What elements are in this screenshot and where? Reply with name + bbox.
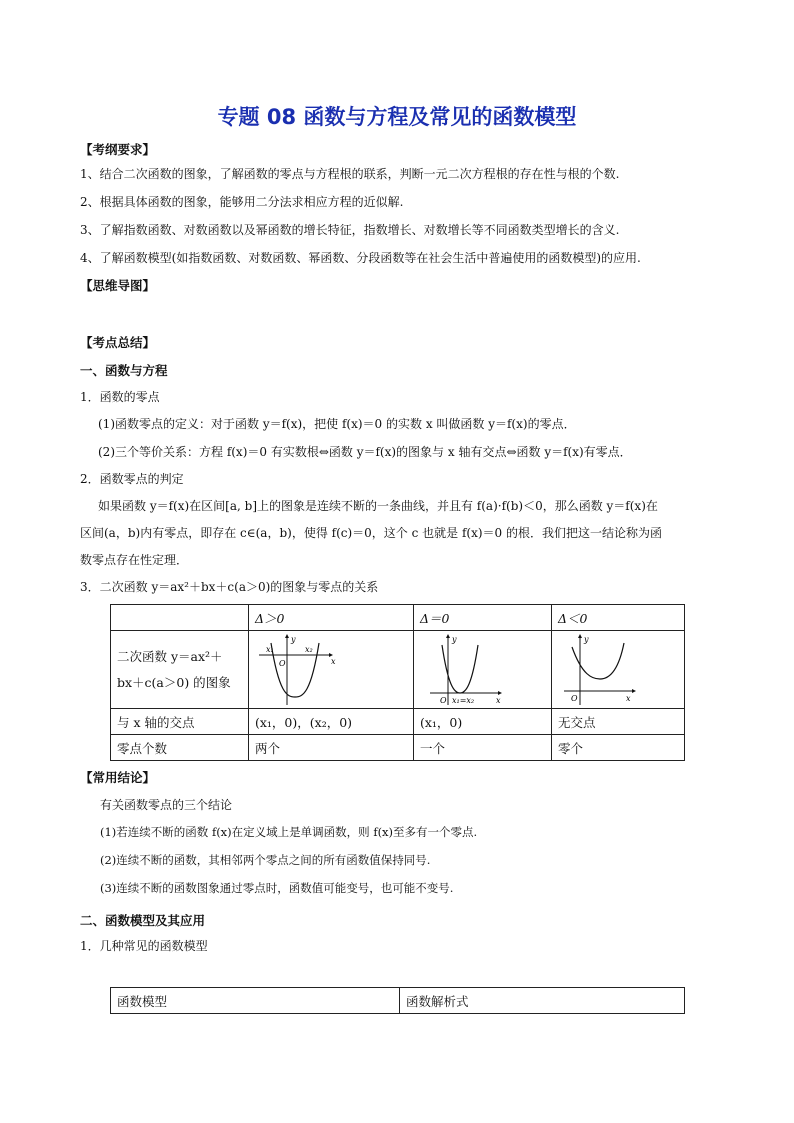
table-row-label: 与 x 轴的交点	[111, 709, 249, 735]
table-cell: (x₁，0)，(x₂，0)	[249, 709, 414, 735]
root-label-x1: x₁	[266, 644, 274, 654]
table-header: Δ＞0	[249, 605, 414, 631]
axis-label-x: x	[496, 695, 501, 705]
section-kaodian: 【考点总结】	[80, 335, 156, 350]
graph-delta-positive	[249, 631, 414, 709]
root-label-x1eqx2: x₁=x₂	[452, 695, 475, 705]
axis-label-x: x	[626, 693, 631, 703]
table-cell: 一个	[414, 735, 552, 761]
quadratic-zero-table	[110, 604, 685, 761]
section-changyong: 【常用结论】	[80, 770, 156, 785]
table-header: Δ＜0	[552, 605, 685, 631]
function-model-table	[110, 987, 685, 1014]
origin-label: O	[440, 695, 447, 705]
table-cell: 零个	[552, 735, 685, 761]
part2-sub: 1．几种常见的函数模型	[80, 939, 208, 953]
axis-label-y: y	[452, 634, 457, 644]
p3-heading: 3．二次函数 y＝ax²＋bx＋c(a＞0)的图象与零点的关系	[80, 580, 379, 594]
kaogang-item: 2、根据具体函数的图象，能够用二分法求相应方程的近似解.	[80, 195, 404, 209]
table-cell: 无交点	[552, 709, 685, 735]
p2-text: 如果函数 y＝f(x)在区间[a, b]上的图象是连续不断的一条曲线，并且有 f(a)·f(b)＜0，那么函数 y＝f(x)在	[98, 499, 658, 513]
axis-label-x: x	[331, 656, 336, 666]
kaogang-item: 1、结合二次函数的图象，了解函数的零点与方程根的联系，判断一元二次方程根的存在性与根的个数.	[80, 167, 620, 181]
p1-item: (2)三个等价关系：方程 f(x)＝0 有实数根⇔函数 y＝f(x)的图象与 x 轴有交点⇔函数 y＝f(x)有零点．	[98, 445, 632, 459]
kaogang-item: 3、了解指数函数、对数函数以及幂函数的增长特征，指数增长、对数增长等不同函数类型增长的含义.	[80, 223, 620, 237]
table-cell	[111, 605, 249, 631]
graph-delta-zero	[414, 631, 552, 709]
table-header: Δ＝0	[414, 605, 552, 631]
table-header: 函数解析式	[400, 988, 685, 1014]
kaogang-item: 4、了解函数模型(如指数函数、对数函数、幂函数、分段函数等在社会生活中普遍使用的函数模型)的应用.	[80, 251, 641, 265]
cy-item: (1)若连续不断的函数 f(x)在定义域上是单调函数，则 f(x)至多有一个零点.	[100, 825, 478, 839]
part2-title: 二、函数模型及其应用	[80, 913, 206, 928]
p2-heading: 2．函数零点的判定	[80, 472, 184, 486]
table-row-label	[111, 631, 249, 709]
p1-heading: 1．函数的零点	[80, 390, 160, 404]
graph-delta-negative	[552, 631, 685, 709]
origin-label: O	[279, 658, 286, 668]
p2-text: 区间(a，b)内有零点，即存在 c∈(a，b)，使得 f(c)＝0，这个 c 也就是 f(x)＝0 的根．我们把这一结论称为函	[80, 526, 662, 540]
section-siwei: 【思维导图】	[80, 278, 156, 293]
axis-label-y: y	[291, 634, 296, 644]
section-kaogang: 【考纲要求】	[80, 142, 156, 157]
part1-title: 一、函数与方程	[80, 363, 168, 378]
table-cell: 两个	[249, 735, 414, 761]
graph-row-label-2: bx＋c(a＞0) 的图象	[117, 674, 231, 690]
cy-heading: 有关函数零点的三个结论	[100, 798, 233, 812]
cy-item: (2)连续不断的函数，其相邻两个零点之间的所有函数值保持同号.	[100, 853, 431, 867]
p1-item: (1)函数零点的定义：对于函数 y＝f(x)，把使 f(x)＝0 的实数 x 叫做函数 y＝f(x)的零点．	[98, 417, 576, 431]
axis-label-y: y	[584, 634, 589, 644]
table-cell: (x₁，0)	[414, 709, 552, 735]
origin-label: O	[571, 693, 578, 703]
graph-row-label-1: 二次函数 y＝ax²＋	[117, 648, 223, 664]
root-label-x2: x₂	[305, 644, 313, 654]
cy-item: (3)连续不断的函数图象通过零点时，函数值可能变号，也可能不变号.	[100, 881, 454, 895]
table-header: 函数模型	[111, 988, 400, 1014]
p2-text: 数零点存在性定理．	[80, 553, 189, 567]
table-row-label: 零点个数	[111, 735, 249, 761]
page-title: 专题 08 函数与方程及常见的函数模型	[217, 105, 577, 129]
